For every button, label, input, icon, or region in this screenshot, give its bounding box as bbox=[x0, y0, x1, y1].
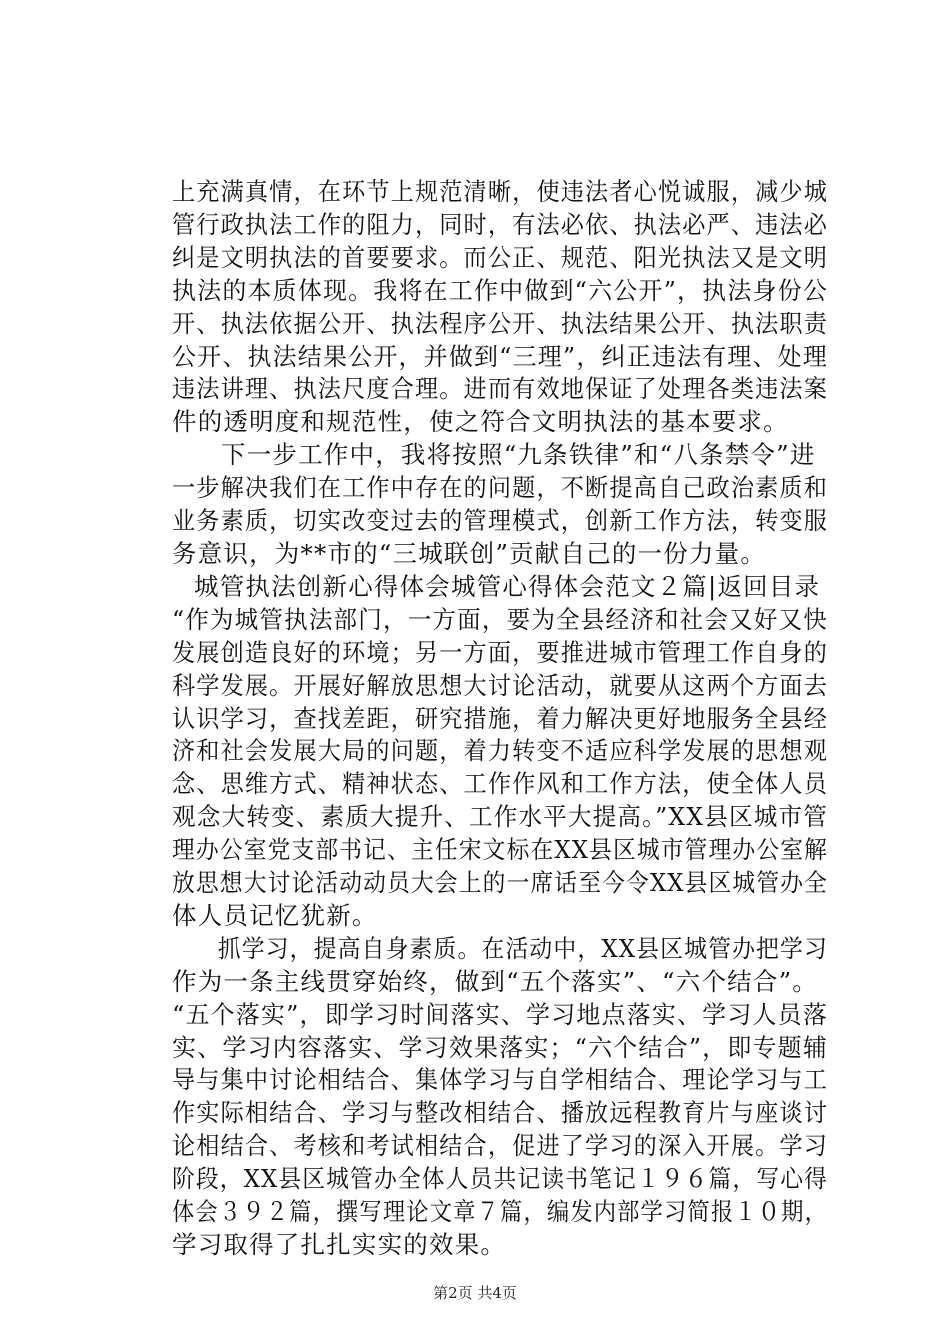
text-line: 念、思维方式、精神状态、工作作风和工作方法，使全体人员 bbox=[172, 769, 829, 799]
text-line: 上充满真情，在环节上规范清晰，使违法者心悦诚服，减少城 bbox=[172, 177, 829, 206]
body-paragraph bbox=[172, 604, 832, 933]
body-paragraph bbox=[172, 933, 832, 1262]
text-line: 论相结合、考核和考试相结合，促进了学习的深入开展。学习 bbox=[172, 1131, 829, 1161]
text-line: 下一步工作中，我将按照“九条铁律”和“八条禁令”进 bbox=[221, 440, 816, 470]
text-line: “作为城管执法部门，一方面，要为全县经济和社会又好又快 bbox=[172, 604, 829, 634]
section-heading bbox=[172, 571, 832, 604]
text-line: 作实际相结合、学习与整改相结合、播放远程教育片与座谈讨 bbox=[172, 1098, 829, 1128]
text-line: 作为一条主线贯穿始终，做到“五个落实”、“六个结合”。 bbox=[172, 966, 818, 996]
text-line: 纠是文明执法的首要要求。而公正、规范、阳光执法又是文明 bbox=[172, 242, 829, 272]
text-line: 体人员记忆犹新。 bbox=[172, 900, 378, 930]
text-line: 开、执法依据公开、执法程序公开、执法结果公开、执法职责 bbox=[172, 308, 829, 338]
text-line: 实、学习内容落实、学习效果落实；“六个结合”，即专题辅 bbox=[172, 1032, 829, 1062]
text-line: 务意识，为**市的“三城联创”贡献自己的一份力量。 bbox=[172, 538, 767, 568]
text-line: 认识学习，查找差距，研究措施，着力解决更好地服务全县经 bbox=[172, 703, 829, 733]
text-line: 抓学习，提高自身素质。在活动中，XX县区城管办把学习 bbox=[217, 933, 828, 963]
text-line: 业务素质，切实改变过去的管理模式，创新工作方法，转变服 bbox=[172, 506, 829, 536]
text-line: “五个落实”，即学习时间落实、学习地点落实、学习人员落 bbox=[172, 999, 829, 1029]
text-line: 发展创造良好的环境；另一方面，要推进城市管理工作自身的 bbox=[172, 637, 829, 667]
text-line: 学习取得了扎扎实实的效果。 bbox=[172, 1230, 507, 1259]
text-line: 件的透明度和规范性，使之符合文明执法的基本要求。 bbox=[172, 407, 789, 437]
text-line: 理办公室党支部书记、主任宋文标在XX县区城市管理办公室解 bbox=[172, 835, 829, 865]
page-number-footer: 第2页 共4页 bbox=[433, 1284, 517, 1302]
body-paragraph bbox=[172, 439, 832, 571]
text-line: 科学发展。开展好解放思想大讨论活动，就要从这两个方面去 bbox=[172, 670, 829, 700]
text-line: 体会３９２篇，撰写理论文章７篇，编发内部学习简报１０期， bbox=[172, 1197, 828, 1227]
heading-text: 城管执法创新心得体会城管心得体会范文２篇|返回目录 bbox=[194, 571, 821, 601]
text-line: 违法讲理、执法尺度合理。进而有效地保证了处理各类违法案 bbox=[172, 374, 829, 404]
text-line: 阶段，XX县区城管办全体人员共记读书笔记１９６篇，写心得 bbox=[172, 1164, 829, 1194]
text-line: 一步解决我们在工作中存在的问题，不断提高自己政治素质和 bbox=[172, 473, 829, 503]
text-line: 公开、执法结果公开，并做到“三理”，纠正违法有理、处理 bbox=[172, 341, 829, 371]
text-line: 观念大转变、素质大提升、工作水平大提高。”XX县区城市管 bbox=[172, 802, 828, 832]
text-line: 导与集中讨论相结合、集体学习与自学相结合、理论学习与工 bbox=[172, 1065, 829, 1095]
text-line: 济和社会发展大局的问题，着力转变不适应科学发展的思想观 bbox=[172, 736, 829, 766]
text-line: 放思想大讨论活动动员大会上的一席话至今令XX县区城管办全 bbox=[172, 868, 829, 898]
document-body bbox=[172, 176, 832, 1262]
text-line: 管行政执法工作的阻力，同时，有法必依、执法必严、违法必 bbox=[172, 209, 829, 239]
text-line: 执法的本质体现。我将在工作中做到“六公开”，执法身份公 bbox=[172, 275, 829, 305]
body-paragraph bbox=[172, 176, 832, 439]
